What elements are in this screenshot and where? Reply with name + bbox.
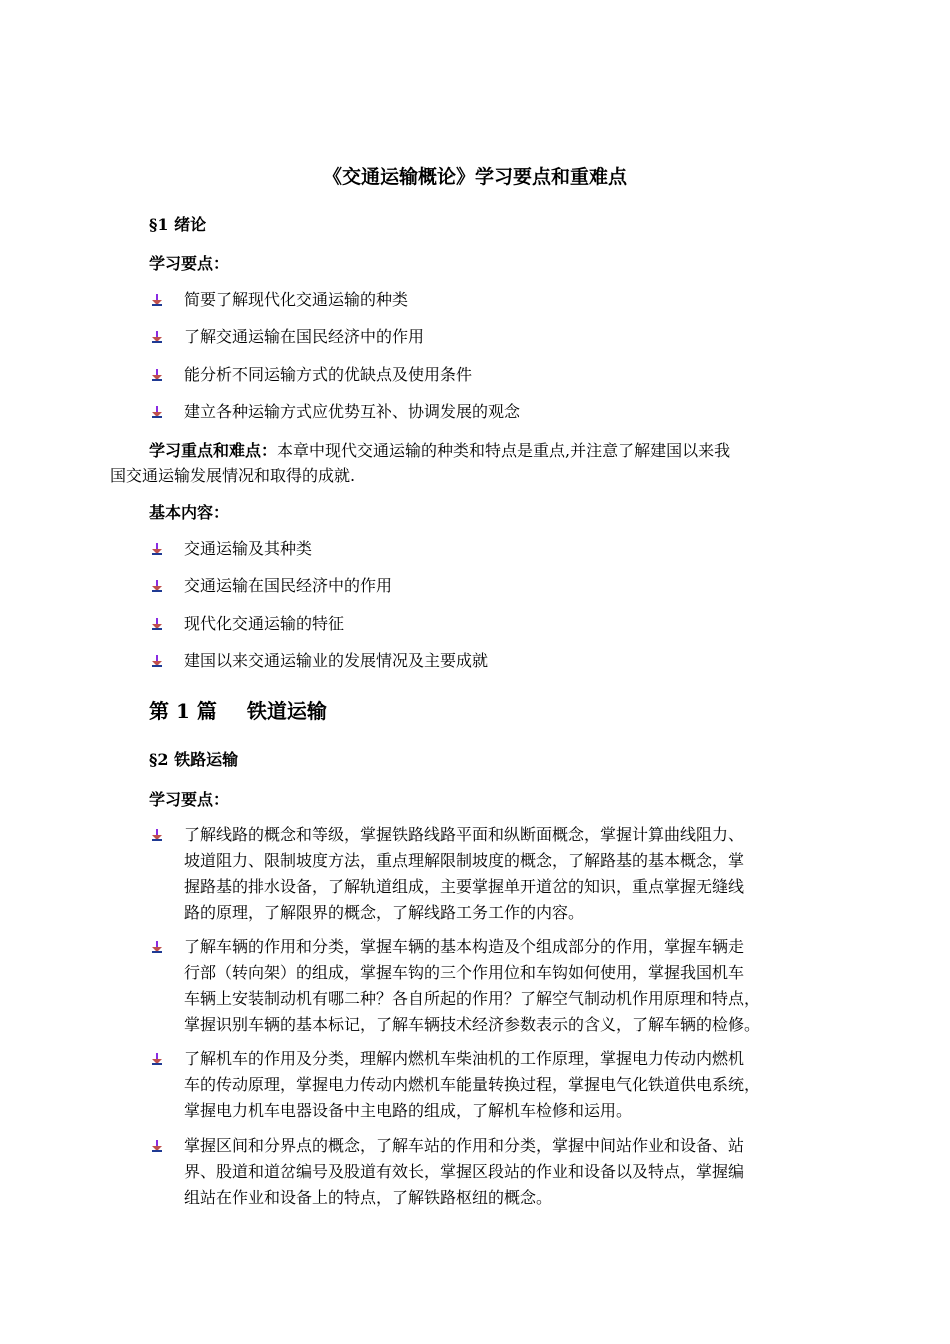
- ch1-points-label: 学习要点：: [149, 254, 230, 273]
- list-item-line: 掌握识别车辆的基本标记，了解车辆技术经济参数表示的含义，了解车辆的检修。: [184, 1015, 761, 1034]
- list-item-text: 简要了解现代化交通运输的种类: [184, 290, 409, 309]
- list-item-line: 了解车辆的作用和分类，掌握车辆的基本构造及个组成部分的作用，掌握车辆走: [184, 937, 745, 956]
- arrow-bullet-icon: [151, 369, 163, 381]
- list-item-text: 能分析不同运输方式的优缺点及使用条件: [184, 365, 473, 384]
- ch2-points-label: 学习要点：: [149, 790, 230, 809]
- list-item-line: 握路基的排水设备，了解轨道组成，主要掌握单开道岔的知识，重点掌握无缝线: [184, 877, 745, 896]
- list-item: [184, 1046, 864, 1124]
- arrow-bullet-icon: [151, 406, 163, 418]
- list-item: [184, 289, 864, 311]
- list-item: [184, 822, 864, 926]
- document-title: 《交通运输概论》学习要点和重难点: [322, 166, 627, 188]
- list-item-text: 建立各种运输方式应优势互补、协调发展的观念: [184, 402, 521, 421]
- arrow-bullet-icon: [151, 543, 163, 555]
- list-item: [184, 575, 864, 597]
- list-item-line: 界、股道和道岔编号及股道有效长，掌握区段站的作业和设备以及特点，掌握编: [184, 1162, 745, 1181]
- list-item: [184, 401, 864, 423]
- key-points-line-1: 本章中现代交通运输的种类和特点是重点,并注意了解建国以来我: [277, 441, 731, 460]
- key-points-label: 学习重点和难点：: [149, 441, 278, 460]
- list-item-line: 车辆上安装制动机有哪二种？各自所起的作用？了解空气制动机作用原理和特点，: [184, 989, 761, 1008]
- arrow-bullet-icon: [151, 580, 163, 592]
- arrow-bullet-icon: [151, 655, 163, 667]
- list-item-text: 了解交通运输在国民经济中的作用: [184, 327, 425, 346]
- arrow-bullet-icon: [151, 941, 163, 953]
- list-item: [184, 538, 864, 560]
- arrow-bullet-icon: [151, 1053, 163, 1065]
- key-points-line-2: 国交通运输发展情况和取得的成就.: [110, 466, 356, 485]
- arrow-bullet-icon: [151, 618, 163, 630]
- part-name: 铁道运输: [246, 699, 327, 723]
- arrow-bullet-icon: [151, 1140, 163, 1152]
- ch1-content-label: 基本内容：: [149, 503, 230, 522]
- key-points-paragraph: [110, 438, 860, 488]
- chapter-1-heading: §1 绪论: [149, 215, 207, 234]
- list-item-line: 行部（转向架）的组成，掌握车钩的三个作用位和车钩如何使用，掌握我国机车: [184, 963, 745, 982]
- list-item-text: 交通运输在国民经济中的作用: [184, 576, 393, 595]
- arrow-bullet-icon: [151, 829, 163, 841]
- list-item: [184, 934, 864, 1038]
- arrow-bullet-icon: [151, 331, 163, 343]
- list-item: [184, 326, 864, 348]
- list-item: [184, 1133, 864, 1211]
- list-item-text: 现代化交通运输的特征: [184, 614, 345, 633]
- chapter-2-heading: §2 铁路运输: [149, 750, 239, 769]
- list-item-line: 了解机车的作用及分类，理解内燃机车柴油机的工作原理，掌握电力传动内燃机: [184, 1049, 745, 1068]
- list-item-line: 坡道阻力、限制坡度方法，重点理解限制坡度的概念，了解路基的基本概念，掌: [184, 851, 745, 870]
- list-item-line: 路的原理，了解限界的概念，了解线路工务工作的内容。: [184, 903, 585, 922]
- list-item-text: 建国以来交通运输业的发展情况及主要成就: [184, 651, 489, 670]
- list-item-line: 车的传动原理，掌握电力传动内燃机车能量转换过程，掌握电气化铁道供电系统，: [184, 1075, 761, 1094]
- list-item-line: 组站在作业和设备上的特点，了解铁路枢纽的概念。: [184, 1188, 553, 1207]
- list-item: [184, 613, 864, 635]
- list-item: [184, 650, 864, 672]
- list-item: [184, 364, 864, 386]
- arrow-bullet-icon: [151, 294, 163, 306]
- part-1-heading: [149, 697, 327, 725]
- part-number: 第 1 篇: [149, 699, 217, 723]
- list-item-line: 了解线路的概念和等级，掌握铁路线路平面和纵断面概念，掌握计算曲线阻力、: [184, 825, 745, 844]
- list-item-line: 掌握电力机车电器设备中主电路的组成，了解机车检修和运用。: [184, 1101, 633, 1120]
- list-item-line: 掌握区间和分界点的概念，了解车站的作用和分类，掌握中间站作业和设备、站: [184, 1136, 745, 1155]
- list-item-text: 交通运输及其种类: [184, 539, 313, 558]
